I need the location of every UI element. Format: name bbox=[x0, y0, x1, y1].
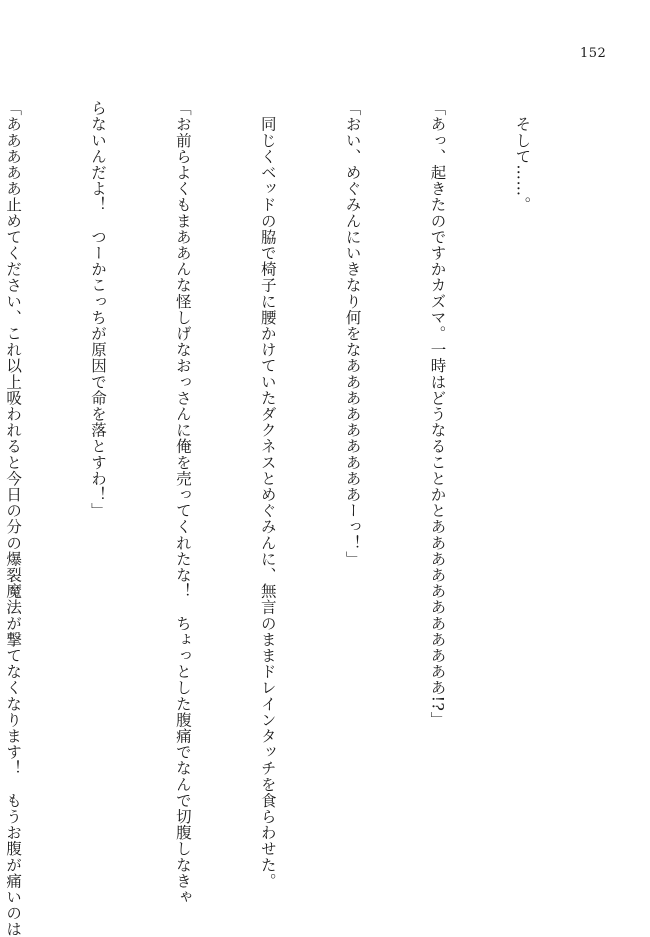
text-line: 同じくベッドの脇で椅子に腰かけていたダクネスとめぐみんに、無言のままドレインタッチを食らわせた。 bbox=[258, 100, 277, 889]
text-line: 「お前らよくもまああんな怪しげなおっさんに俺を売ってくれたな！ ちょっとした腹痛でなんで切腹しなきゃ bbox=[173, 100, 192, 905]
text-line: 「おい、めぐみんにいきなり何をなあああああああああーっ！」 bbox=[343, 100, 362, 567]
text-line: 「あああああ止めてください、これ以上吸われると今日の分の爆裂魔法が撃てなくなります！ もうお腹が痛いのは bbox=[4, 100, 23, 937]
vertical-text-body bbox=[4, 100, 593, 937]
text-line: そして……。 bbox=[513, 100, 532, 213]
text-line: 「あっ、起きたのですかカズマ。一時はどうなることかとあああああああああああ!?」 bbox=[428, 100, 447, 728]
page-number: 152 bbox=[580, 46, 607, 61]
text-line: らないんだよ！ つーかこっちが原因で命を落とすわ！」 bbox=[88, 100, 107, 519]
